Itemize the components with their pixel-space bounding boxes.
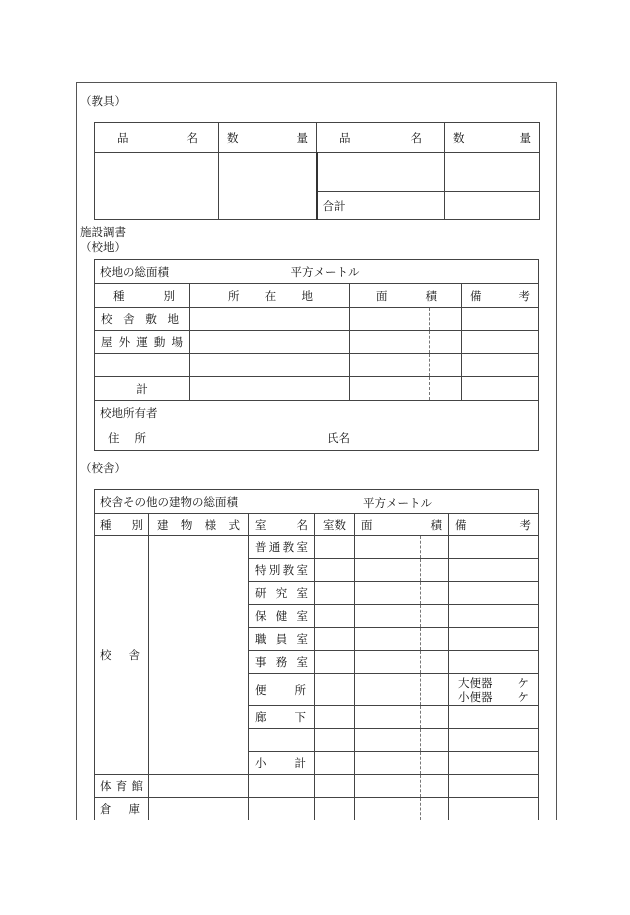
kyogu-col-qty2-b: 量 [519,130,531,145]
kochi-col-shubetsu-a: 種 [113,288,125,303]
kochi-row-label-char: 屋 [101,335,113,349]
kosha-total-area-row [95,490,539,514]
kyogu-col-qty-b: 量 [296,130,308,145]
kosha-col-shitsusu: 室数 [323,517,346,532]
kyogu-heading: （教具） [80,94,126,108]
kyogu-col-qty-a: 数 [227,130,239,145]
room-char: 職 [255,632,267,646]
room-char: 教 [282,540,295,554]
toilet-note-label: 大便器 [458,675,493,690]
kochi-name-label: 氏名 [327,431,350,445]
other-row-char: 体 [100,779,112,793]
toilet-note-unit: ケ [517,689,529,704]
room-char: 室 [296,540,308,554]
kochi-owner-cell [95,401,539,451]
kochi-row-label-char: 場 [171,335,183,349]
kochi-col-shozaichi-c: 地 [301,288,313,303]
kosha-total-area-label: 校舎その他の建物の総面積 [100,494,238,509]
other-row-char: 育 [115,779,128,793]
kosha-kozo-cell [149,536,249,775]
kyogu-col-item-b: 名 [186,130,198,145]
kosha-col-kozo-char: 建 [157,517,169,532]
room-char: 室 [296,632,308,646]
other-row-char: 倉 [100,802,112,816]
kyogu-col-item2-a: 品 [339,130,351,145]
kochi-table [94,259,539,451]
page-bottom-mask [0,820,630,915]
room-char: 教 [282,563,295,577]
room-char: 事 [255,655,267,669]
kosha-col-menseki-b: 積 [430,517,442,532]
room-char: 室 [296,586,308,600]
room-char: 通 [268,540,281,554]
kochi-col-biko-a: 備 [470,288,482,303]
kyogu-table [94,122,540,220]
room-char: 小 [255,756,267,770]
other-row-char: 館 [131,779,143,793]
room-char: 普 [255,540,267,554]
room-char: 保 [255,609,267,623]
kyogu-total-value [445,192,540,220]
kosha-col-kozo-char: 物 [180,517,193,532]
room-char: 下 [294,710,306,724]
kochi-total-row-label: 計 [136,381,148,396]
kosha-col-biko-b: 考 [519,517,531,532]
kosha-table [94,489,539,821]
kochi-col-shozaichi-a: 所 [228,288,240,303]
kochi-heading: （校地） [80,240,126,254]
kochi-total-area-label: 校地の総面積 [100,264,169,279]
kochi-col-biko-b: 考 [518,288,530,303]
room-char: 便 [255,682,267,697]
kosha-group-label-a: 校 [100,648,112,662]
kyogu-cell [317,153,445,192]
room-char: 室 [296,563,308,577]
room-char: 健 [275,609,288,623]
room-char: 研 [255,586,267,600]
room-char: 務 [275,655,288,669]
kochi-address-label-b: 所 [134,431,146,445]
toilet-note-label: 小便器 [458,689,493,704]
kosha-col-shitsumei-a: 室 [255,517,267,532]
kochi-col-menseki-a: 面 [376,288,388,303]
kyogu-col-item2-b: 名 [410,130,422,145]
room-char: 別 [268,563,281,577]
kochi-row-label-char: 地 [167,312,179,326]
kosha-col-kozo-char: 式 [228,517,240,532]
kosha-col-menseki-a: 面 [361,517,373,532]
room-char: 員 [275,632,288,646]
kosha-col-shubetsu-a: 種 [100,517,112,532]
kyogu-col-item-a: 品 [117,130,129,145]
kochi-row-label-char: 敷 [145,312,157,326]
toilet-note-unit: ケ [517,675,529,690]
kyogu-cell [95,153,219,220]
kochi-unit: 平方メートル [290,264,360,279]
kosha-col-shubetsu-b: 別 [131,517,143,532]
kosha-group-label-b: 舎 [128,648,140,662]
room-char: 廊 [255,710,267,724]
room-char: 特 [255,563,267,577]
kochi-row-label-char: 動 [153,335,166,349]
kochi-col-shozaichi-b: 在 [264,288,277,303]
room-char: 究 [275,586,288,600]
kosha-heading: （校舎） [80,461,126,475]
kochi-row-label-char: 舎 [123,312,135,326]
other-row-char: 庫 [128,802,140,816]
kyogu-col-qty2-a: 数 [453,130,465,145]
kosha-col-biko-a: 備 [455,517,467,532]
shisetsu-heading: 施設調書 [80,225,126,239]
room-char: 室 [296,609,308,623]
room-char: 室 [296,655,308,669]
kochi-address-label-a: 住 [108,431,120,445]
kosha-col-kozo-char: 様 [204,517,217,532]
kyogu-cell [219,153,317,220]
room-char: 計 [294,756,306,770]
kosha-unit: 平方メートル [363,496,432,510]
room-char: 所 [294,682,306,697]
kochi-row-label-char: 外 [118,335,131,349]
kochi-col-shubetsu-b: 別 [163,288,175,303]
kochi-owner-label: 校地所有者 [100,406,158,420]
kochi-row-label-char: 校 [101,312,113,326]
kochi-col-menseki-b: 積 [425,288,437,303]
kosha-col-shitsumei-b: 名 [296,517,308,532]
kyogu-total-label: 合計 [322,198,346,213]
kochi-row-label-char: 運 [136,335,148,349]
kochi-total-area-row [95,260,539,284]
kyogu-cell [445,153,540,192]
